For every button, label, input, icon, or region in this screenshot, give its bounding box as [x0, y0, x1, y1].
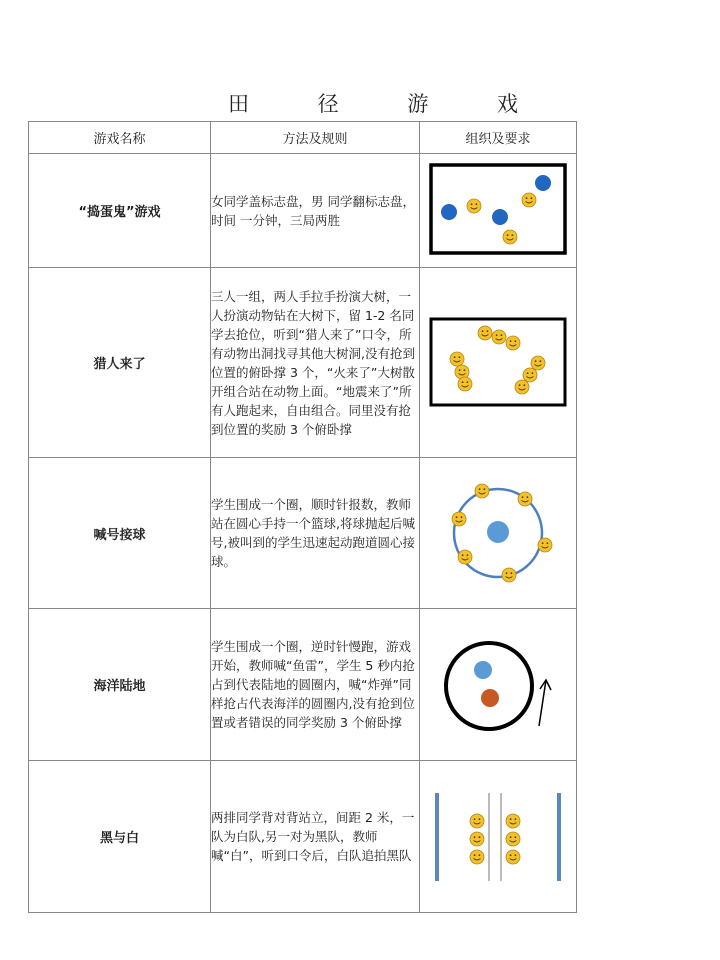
game-rules: 学生围成一个圈，顺时针报数，教师站在圆心手持一个篮球,将球抛起后喊号,被叫到的学生迅速起动跑道圆心接球。	[211, 458, 420, 609]
circle-pass-diagram	[427, 477, 569, 589]
game-name: 黑与白	[29, 761, 211, 913]
header-method: 方法及规则	[211, 122, 420, 154]
game-name: “捣蛋鬼”游戏	[29, 154, 211, 268]
game-diagram	[420, 609, 577, 761]
page-title	[228, 88, 518, 116]
blue-discs-and-smileys-diagram	[427, 161, 569, 261]
title-char: 田	[228, 92, 249, 116]
table-row	[29, 458, 577, 609]
game-diagram	[420, 154, 577, 268]
game-rules: 女同学盖标志盘，男 同学翻标志盘，时间 一分钟，三局两胜	[211, 154, 420, 268]
table-row	[29, 154, 577, 268]
game-diagram	[420, 268, 577, 458]
table-row	[29, 761, 577, 913]
smiley-groups-diagram	[427, 315, 569, 411]
game-name: 猎人来了	[29, 268, 211, 458]
game-diagram	[420, 458, 577, 609]
title-char: 径	[317, 92, 339, 116]
header-org: 组织及要求	[420, 122, 577, 154]
table-row	[29, 268, 577, 458]
black-white-diagram	[427, 789, 569, 885]
title-char: 戏	[496, 92, 518, 116]
table-header-row	[29, 122, 577, 154]
game-rules: 两排同学背对背站立，间距 2 米，一队为白队,另一对为黑队，教师喊“白”，听到口令后，白队追拍黑队	[211, 761, 420, 913]
header-name: 游戏名称	[29, 122, 211, 154]
ocean-land-diagram	[427, 626, 569, 744]
game-name: 喊号接球	[29, 458, 211, 609]
game-name: 海洋陆地	[29, 609, 211, 761]
table-row	[29, 609, 577, 761]
game-rules: 三人一组，两人手拉手扮演大树，一人扮演动物钻在大树下，留 1-2 名同学去抢位，听到“猎人来了”口令，所有动物出洞找寻其他大树洞,没有抢到位置的俯卧撑 3 个，“火来了”大树散开组合站在动物上面。“地震来了”所有人跑起来，自由组合。同里没有抢到位置的奖励 3 个俯卧撑	[211, 268, 420, 458]
game-diagram	[420, 761, 577, 913]
title-char: 游	[407, 92, 429, 116]
games-table	[28, 121, 577, 913]
game-rules: 学生围成一个圈，逆时针慢跑，游戏开始，教师喊“鱼雷”，学生 5 秒内抢占到代表陆地的圆圈内，喊“炸弹”同样抢占代表海洋的圆圈内,没有抢到位置或者错误的同学奖励 3 个俯卧撑	[211, 609, 420, 761]
